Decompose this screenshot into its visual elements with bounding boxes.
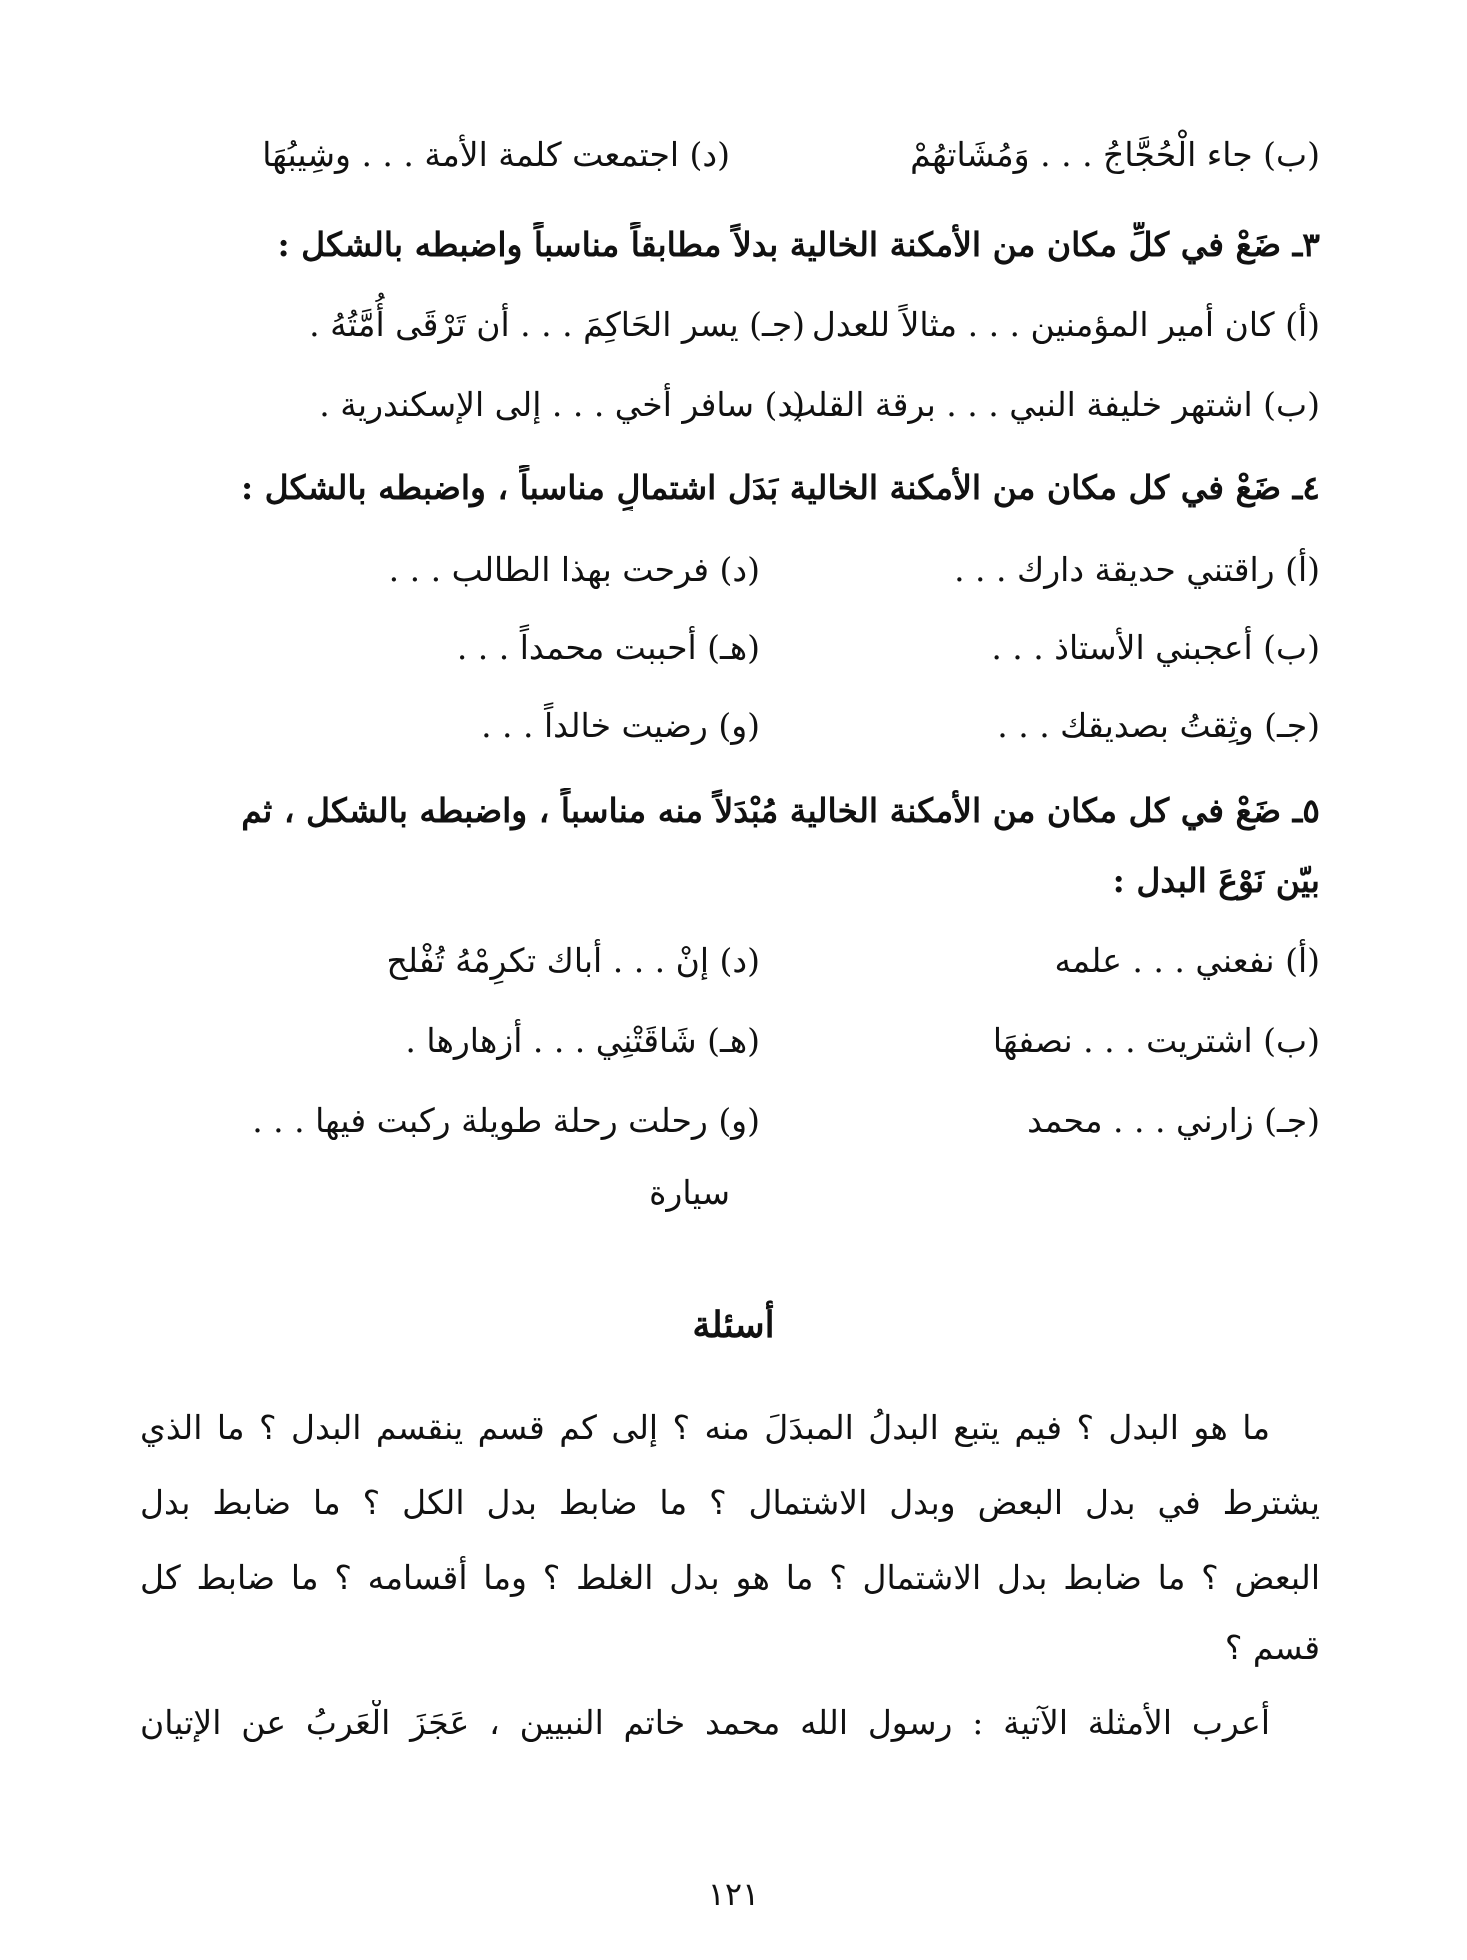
page-number: ١٢١ [707, 1875, 760, 1913]
exercise3-heading: ٣ـ ضَعْ في كلِّ مكان من الأمكنة الخالية بدلاً مطابقاً مناسباً واضبطه بالشكل : [277, 225, 1320, 264]
exercise4-item-d: (د) فرحت بهذا الطالب . . . [388, 550, 760, 589]
questions-line-1: ما هو البدل ؟ فيم يتبع البدلُ المبدَلَ منه ؟ إلى كم قسم ينقسم البدل ؟ ما الذي [140, 1408, 1270, 1447]
exercise5-item-b: (ب) اشتريت . . . نصفهَا [992, 1021, 1320, 1060]
exercise5-row-1 [140, 938, 1320, 1002]
questions-line-4: قسم ؟ [1224, 1628, 1320, 1667]
exercise5-item-d: (د) إنْ . . . أباك تكرِمْهُ تُفْلح [386, 941, 760, 980]
exercise5-item-w-cont: سيارة [649, 1173, 730, 1212]
exercise4-row-2 [140, 625, 1320, 689]
exercise5-heading-line2: بيّن نَوْعَ البدل : [1112, 861, 1320, 900]
exercise5-item-j: (جـ) زارني . . . محمد [1027, 1101, 1320, 1140]
exercise4-item-w: (و) رضيت خالداً . . . [481, 706, 760, 745]
exercise5-row-4 [140, 1170, 1320, 1234]
exercise3-row-2 [140, 382, 1320, 446]
section-title: أسئلة [692, 1304, 775, 1346]
exercise4-item-h: (هـ) أحببت محمداً . . . [456, 628, 760, 667]
exercise5-row-2 [140, 1018, 1320, 1082]
exercise2-item-b: (ب) جاء الْحُجَّاجُ . . . وَمُشَاتهُمْ [910, 135, 1320, 174]
exercise4-item-a: (أ) راقتني حديقة دارك . . . [954, 550, 1320, 589]
exercise5-item-a: (أ) نفعني . . . علمه [1054, 941, 1320, 980]
irab-instruction: أعرب الأمثلة الآتية : رسول الله محمد خاتم النبيين ، عَجَزَ الْعَربُ عن الإتيان [140, 1703, 1270, 1742]
exercise4-heading: ٤ـ ضَعْ في كل مكان من الأمكنة الخالية بَدَل اشتمالٍ مناسباً ، واضبطه بالشكل : [241, 468, 1320, 507]
questions-line-2: يشترط في بدل البعض وبدل الاشتمال ؟ ما ضابط بدل الكل ؟ ما ضابط بدل [140, 1483, 1320, 1522]
exercise5-item-h: (هـ) شَاقَتْنِي . . . أزهارها . [405, 1021, 760, 1060]
exercise5-item-w: (و) رحلت رحلة طويلة ركبت فيها . . . [252, 1101, 760, 1140]
exercise2-item-d: (د) اجتمعت كلمة الأمة . . . وشِيبُهَا [262, 135, 730, 174]
exercise5-row-3 [140, 1098, 1320, 1162]
questions-line-3: البعض ؟ ما ضابط بدل الاشتمال ؟ ما هو بدل الغلط ؟ وما أقسامه ؟ ما ضابط كل [140, 1558, 1320, 1597]
exercise4-item-b: (ب) أعجبني الأستاذ . . . [991, 628, 1320, 667]
exercise3-row-1 [140, 302, 1320, 366]
exercise2-row [140, 132, 1320, 196]
exercise5-heading-line1: ٥ـ ضَعْ في كل مكان من الأمكنة الخالية مُبْدَلاً منه مناسباً ، واضبطه بالشكل ، ثم [241, 791, 1320, 830]
exercise3-item-a: (أ) كان أمير المؤمنين . . . مثالاً للعدل [811, 305, 1320, 344]
exercise4-item-j: (جـ) وثِقتُ بصديقك . . . [997, 706, 1320, 745]
exercise3-item-j: (جـ) يسر الحَاكِمَ . . . أن تَرْقَى أُمَّتُهُ . [309, 305, 805, 344]
exercise4-row-1 [140, 547, 1320, 611]
exercise3-item-b: (ب) اشتهر خليفة النبي . . . برقة القلب [785, 385, 1320, 424]
exercise3-item-d: (د) سافر أخي . . . إلى الإسكندرية . [319, 385, 805, 424]
exercise4-row-3 [140, 703, 1320, 767]
